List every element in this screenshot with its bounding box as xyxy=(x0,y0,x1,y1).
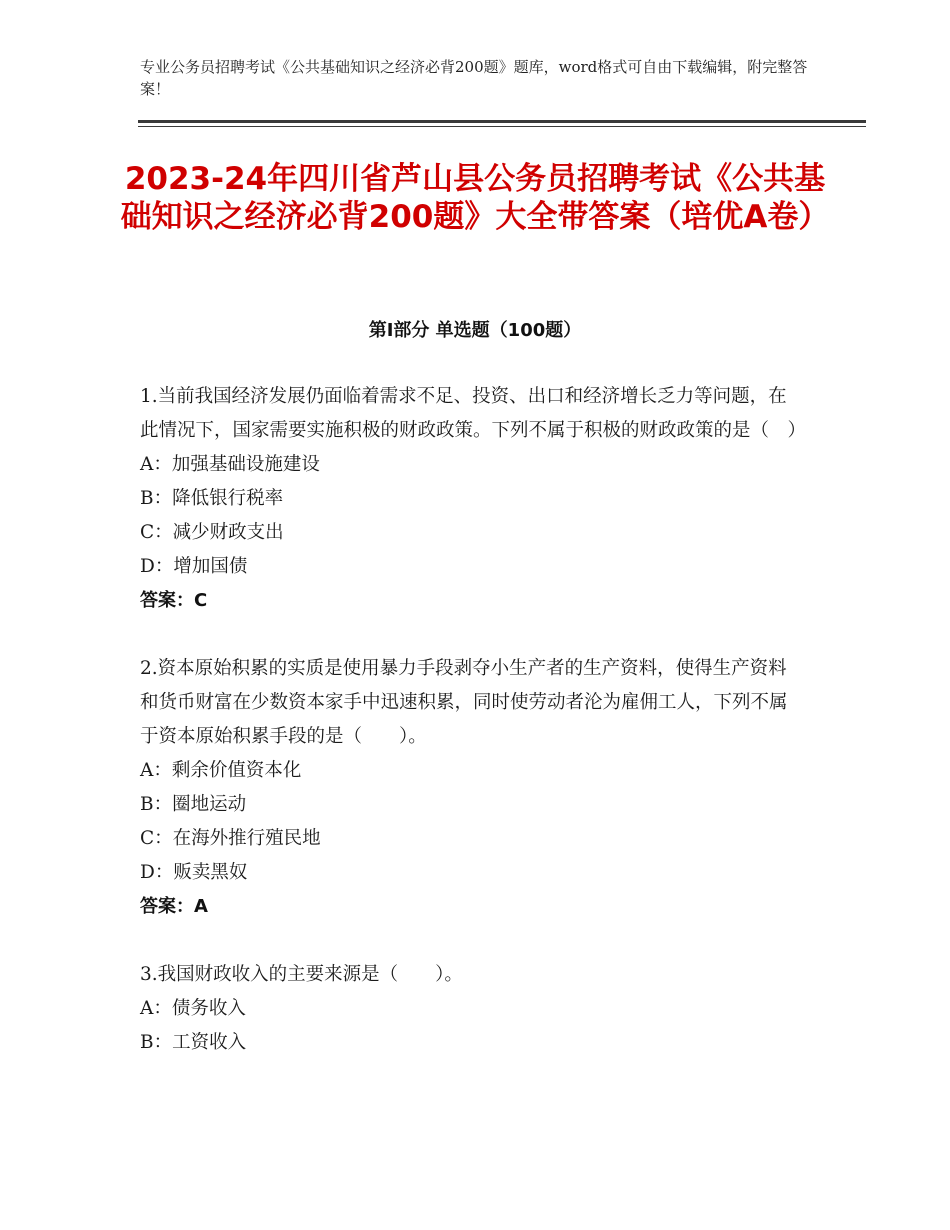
question-3 xyxy=(140,958,800,1060)
option-b: B：降低银行税率 xyxy=(140,488,284,509)
option-a: A：加强基础设施建设 xyxy=(140,454,320,475)
question-stem: 2.资本原始积累的实质是使用暴力手段剥夺小生产者的生产资料，使得生产资料和货币财富在少数资本家手中迅速积累，同时使劳动者沦为雇佣工人，下列不属于资本原始积累手段的是（ ）。 xyxy=(140,658,788,747)
option-d: D：贩卖黑奴 xyxy=(140,862,248,883)
option-b: B：工资收入 xyxy=(140,1032,247,1053)
answer: 答案：C xyxy=(140,590,208,611)
option-a: A：剩余价值资本化 xyxy=(140,760,302,781)
question-1 xyxy=(140,380,807,618)
option-c: C：在海外推行殖民地 xyxy=(140,828,321,849)
document-title: 2023-24年四川省芦山县公务员招聘考试《公共基础知识之经济必背200题》大全带答案（培优A卷） xyxy=(120,161,830,235)
header-rule xyxy=(138,120,866,123)
question-list xyxy=(140,380,807,1094)
answer: 答案：A xyxy=(140,896,208,917)
question-stem: 3.我国财政收入的主要来源是（ ）。 xyxy=(140,964,463,985)
option-a: A：债务收入 xyxy=(140,998,246,1019)
header-rule-thin xyxy=(138,126,866,127)
section-heading: 第Ⅰ部分 单选题（100题） xyxy=(368,320,582,341)
option-b: B：圈地运动 xyxy=(140,794,247,815)
option-d: D：增加国债 xyxy=(140,556,248,577)
header-note: 专业公务员招聘考试《公共基础知识之经济必背200题》题库，word格式可自由下载编辑，附完整答案！ xyxy=(140,58,808,98)
option-c: C：减少财政支出 xyxy=(140,522,284,543)
question-2 xyxy=(140,652,800,924)
question-stem: 1.当前我国经济发展仍面临着需求不足、投资、出口和经济增长乏力等问题，在此情况下，国家需要实施积极的财政政策。下列不属于积极的财政政策的是（ ） xyxy=(140,386,807,441)
